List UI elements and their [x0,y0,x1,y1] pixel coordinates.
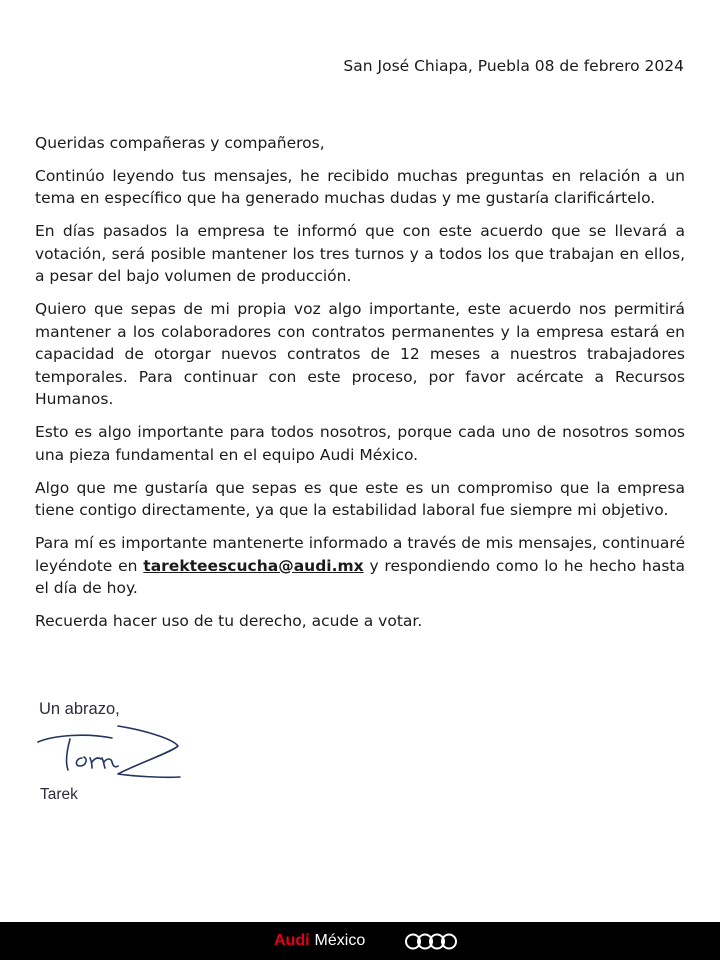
email-link[interactable]: tarekteescucha@audi.mx [143,556,364,575]
contact-text-after: y respondiendo como lo he hecho hasta el día de hoy. [35,556,685,597]
final-line: Recuerda hacer uso de tu derecho, acude a votar. [35,612,423,630]
brand-country: México [314,932,366,949]
closing: Un abrazo, [39,700,120,718]
footer-bar [0,922,720,960]
letter-date: San José Chiapa, Puebla 08 de febrero 2024 [343,57,684,75]
salutation: Queridas compañeras y compañeros, [35,134,325,152]
signer-name: Tarek [40,786,78,803]
paragraph-2: En días pasados la empresa te informó que con este acuerdo que se llevará a votación, será posible mantener los tres turnos y a todos los que trabajan en ellos, a pesar del bajo volumen de producción. [35,222,685,285]
contact-paragraph [35,532,685,600]
paragraph-1: Continúo leyendo tus mensajes, he recibido muchas preguntas en relación a un tema en específico que ha generado muchas dudas y me gustaría clarificártelo. [35,166,685,207]
audi-rings-icon [404,933,458,950]
letter-body [35,132,685,643]
paragraph-5: Algo que me gustaría que sepas es que este es un compromiso que la empresa tiene contigo directamente, ya que la estabilidad laboral fue siempre mi objetivo. [35,478,685,519]
paragraph-3: Quiero que sepas de mi propia voz algo importante, este acuerdo nos permitirá mantener a los colaboradores con contratos permanentes y la empresa estará en capacidad de otorgar nuevos contratos de 12 meses a nuestros trabajadores temporales. Para continuar con este proceso, por favor acércate a Recursos Humanos. [35,300,685,408]
signature [32,722,182,784]
contact-text-before: Para mí es importante mantenerte informado a través de mis mensajes, continuaré leyéndote en [35,534,685,575]
brand-audi: Audi [274,932,310,949]
paragraph-4: Esto es algo importante para todos nosotros, porque cada uno de nosotros somos una pieza fundamental en el equipo Audi México. [35,423,685,464]
footer-brand [274,930,365,952]
